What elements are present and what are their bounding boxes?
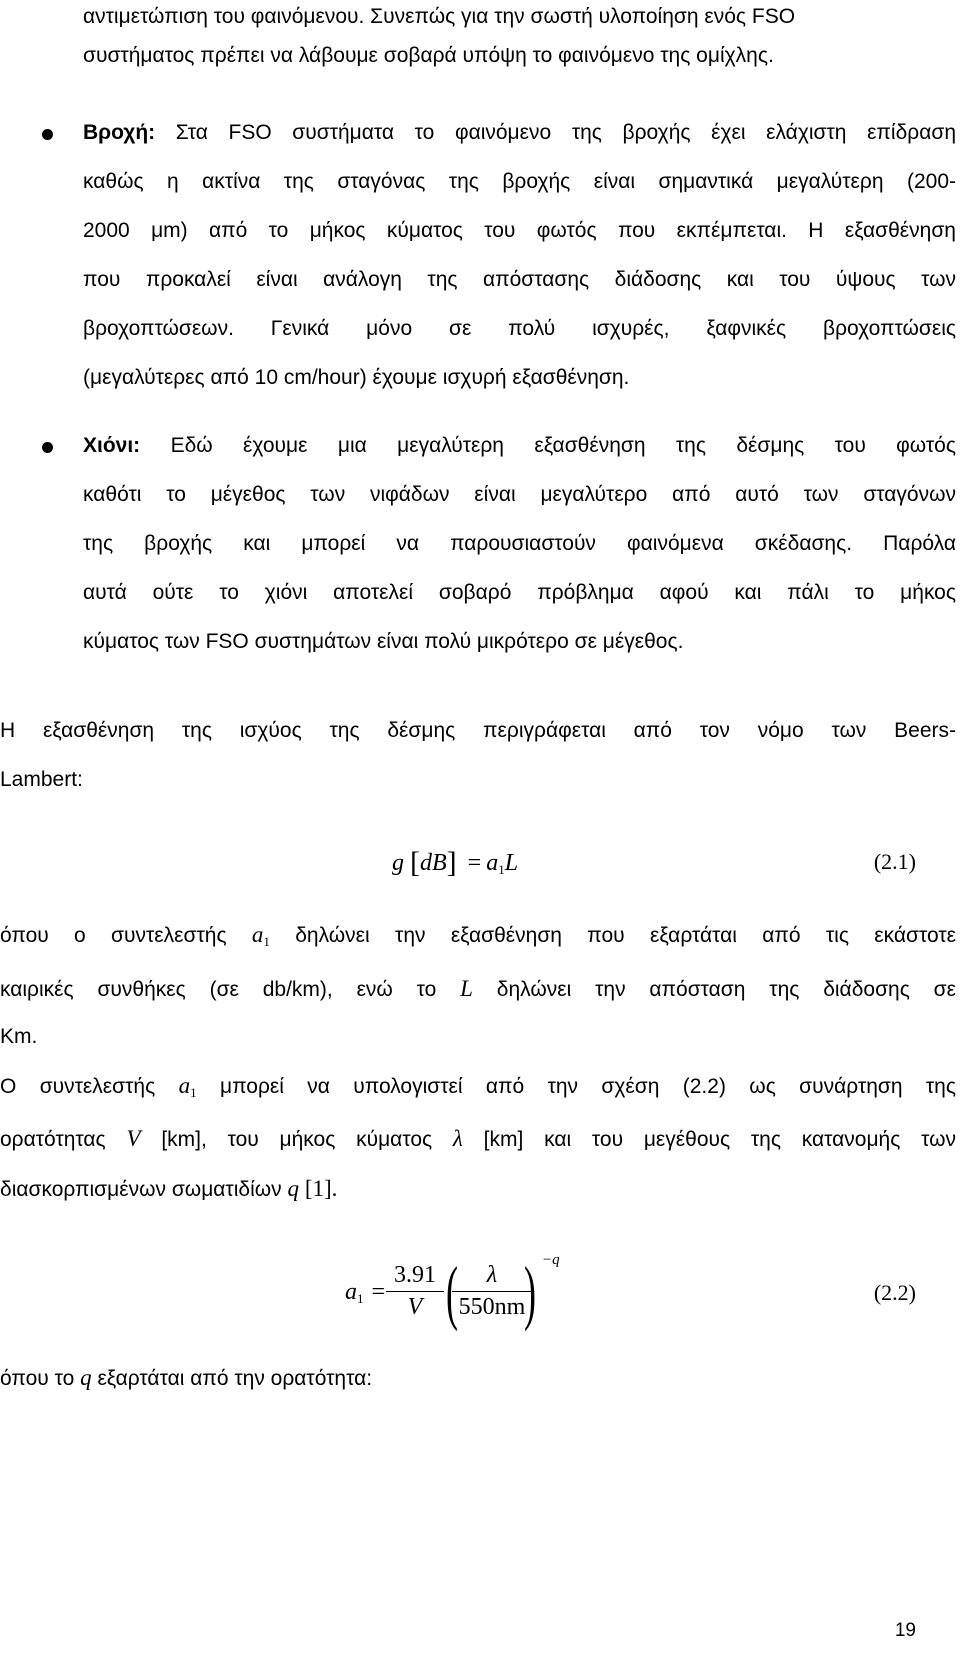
rain-line-4: που προκαλεί είναι ανάλογη της απόστασης διάδοσης και του ύψους των	[83, 268, 956, 291]
text: εξαρτάται από την ορατότητα:	[97, 1367, 373, 1390]
para1-line-3: Km.	[0, 1025, 38, 1048]
rain-line-2: καθώς η ακτίνα της σταγόνας της βροχής είναι σημαντικά μεγαλύτερη (200-	[83, 170, 956, 193]
para1-line-2	[0, 976, 956, 1002]
rain-line-5: βροχοπτώσεων. Γενικά μόνο σε πολύ ισχυρές, ξαφνικές βροχοπτώσεις	[83, 317, 956, 340]
snow-line-4: αυτά ούτε το χιόνι αποτελεί σοβαρό πρόβλημα αφού και πάλι το μήκος	[83, 581, 956, 604]
rain-term: Βροχή:	[83, 121, 156, 144]
beers-line-2: Lambert:	[0, 768, 83, 791]
eq2-lhs: $a_1$ =	[345, 1279, 386, 1306]
snow-line-2: καθότι το μέγεθος των νιφάδων είναι μεγαλύτερο από αυτό των σταγόνων	[83, 483, 956, 506]
para3-line	[0, 1365, 372, 1391]
bracket: ]	[446, 846, 457, 879]
equation-number: (2.1)	[873, 849, 916, 874]
text: όπου το	[0, 1367, 75, 1390]
body-text-line: αντιμετώπιση του φαινόμενου. Συνεπώς για την σωστή υλοποίηση ενός FSO	[83, 5, 796, 28]
text: [km] και του μεγέθους της κατανομής των	[483, 1128, 957, 1151]
eq2-exponent: −q	[542, 1252, 560, 1268]
text: καιρικές συνθήκες (σε db/km), ενώ το	[0, 978, 437, 1001]
rain-line-3: 2000 μm) από το μήκος κύματος του φωτός που εκπέμπεται. Η εξασθένηση	[83, 219, 956, 242]
symbol-q: q	[80, 1365, 92, 1390]
citation: [1].	[304, 1176, 338, 1201]
eq-equals: =	[467, 850, 482, 876]
eq-subscript: 1	[498, 862, 505, 877]
eq2-denominator: V	[407, 1294, 423, 1320]
beers-line-1: Η εξασθένηση της ισχύος της δέσμης περιγράφεται από τον νόμο των Beers-	[0, 719, 956, 742]
symbol-lambda: λ	[452, 1126, 463, 1151]
fraction-bar	[452, 1291, 532, 1292]
snow-line-5: κύματος των FSO συστημάτων είναι πολύ μικρότερο σε μέγεθος.	[83, 630, 684, 653]
text: διασκορπισμένων σωματιδίων	[0, 1178, 282, 1201]
symbol-q: q	[287, 1176, 299, 1201]
eq-symbol: g	[392, 850, 404, 876]
symbol-V: V	[126, 1126, 141, 1151]
right-paren: )	[523, 1252, 536, 1332]
eq2-fraction-left	[386, 1262, 444, 1321]
eq2-numerator: λ	[486, 1262, 498, 1288]
text: [km], του μήκος κύματος	[161, 1128, 433, 1151]
text: όπου ο συντελεστής	[0, 924, 227, 947]
snow-term: Χιόνι:	[83, 434, 141, 457]
equation-number: (2.2)	[873, 1280, 916, 1305]
symbol-a1: $a_1$	[251, 922, 270, 949]
symbol-a1: $a_1$	[178, 1073, 197, 1100]
text: ορατότητας	[0, 1128, 106, 1151]
rain-text: Στα FSO συστήματα το φαινόμενο της βροχής έχει ελάχιστη επίδραση	[175, 121, 956, 144]
text: Ο συντελεστής	[0, 1075, 156, 1098]
symbol-L: L	[460, 976, 473, 1001]
bullet-icon	[42, 442, 53, 453]
rain-line-1	[83, 121, 956, 145]
eq-symbol: L	[504, 850, 519, 876]
snow-line-3: της βροχής και μπορεί να παρουσιαστούν φαινόμενα σκέδασης. Παρόλα	[83, 532, 956, 555]
bracket: [	[410, 846, 420, 879]
text: δηλώνει την απόσταση της διάδοσης σε	[496, 978, 956, 1001]
page-number: 19	[894, 1620, 916, 1641]
bullet-icon	[42, 129, 53, 140]
para2-line-1	[0, 1073, 956, 1101]
body-text-line: συστήματος πρέπει να λάβουμε σοβαρά υπόψη το φαινόμενο της ομίχλης.	[83, 44, 774, 67]
para2-line-3	[0, 1176, 337, 1202]
para1-line-1	[0, 922, 956, 950]
rain-line-6: (μεγαλύτερες από 10 cm/hour) έχουμε ισχυρή εξασθένηση.	[83, 366, 630, 389]
eq2-denominator: 550nm	[458, 1294, 526, 1320]
snow-text: Εδώ έχουμε μια μεγαλύτερη εξασθένηση της δέσμης του φωτός	[170, 434, 956, 457]
eq2-numerator: 3.91	[394, 1262, 436, 1288]
fraction-bar	[386, 1291, 444, 1292]
left-paren: (	[445, 1252, 458, 1332]
equation-2-1	[392, 846, 518, 880]
text: μπορεί να υπολογιστεί από την σχέση (2.2) ως συνάρτηση της	[219, 1075, 956, 1098]
eq-symbol: a	[486, 850, 499, 876]
eq-symbol: dB	[420, 850, 447, 876]
snow-line-1	[83, 434, 956, 458]
text: δηλώνει την εξασθένηση που εξαρτάται από τις εκάστοτε	[295, 924, 956, 947]
eq2-fraction-right	[452, 1262, 532, 1321]
para2-line-2	[0, 1126, 956, 1152]
